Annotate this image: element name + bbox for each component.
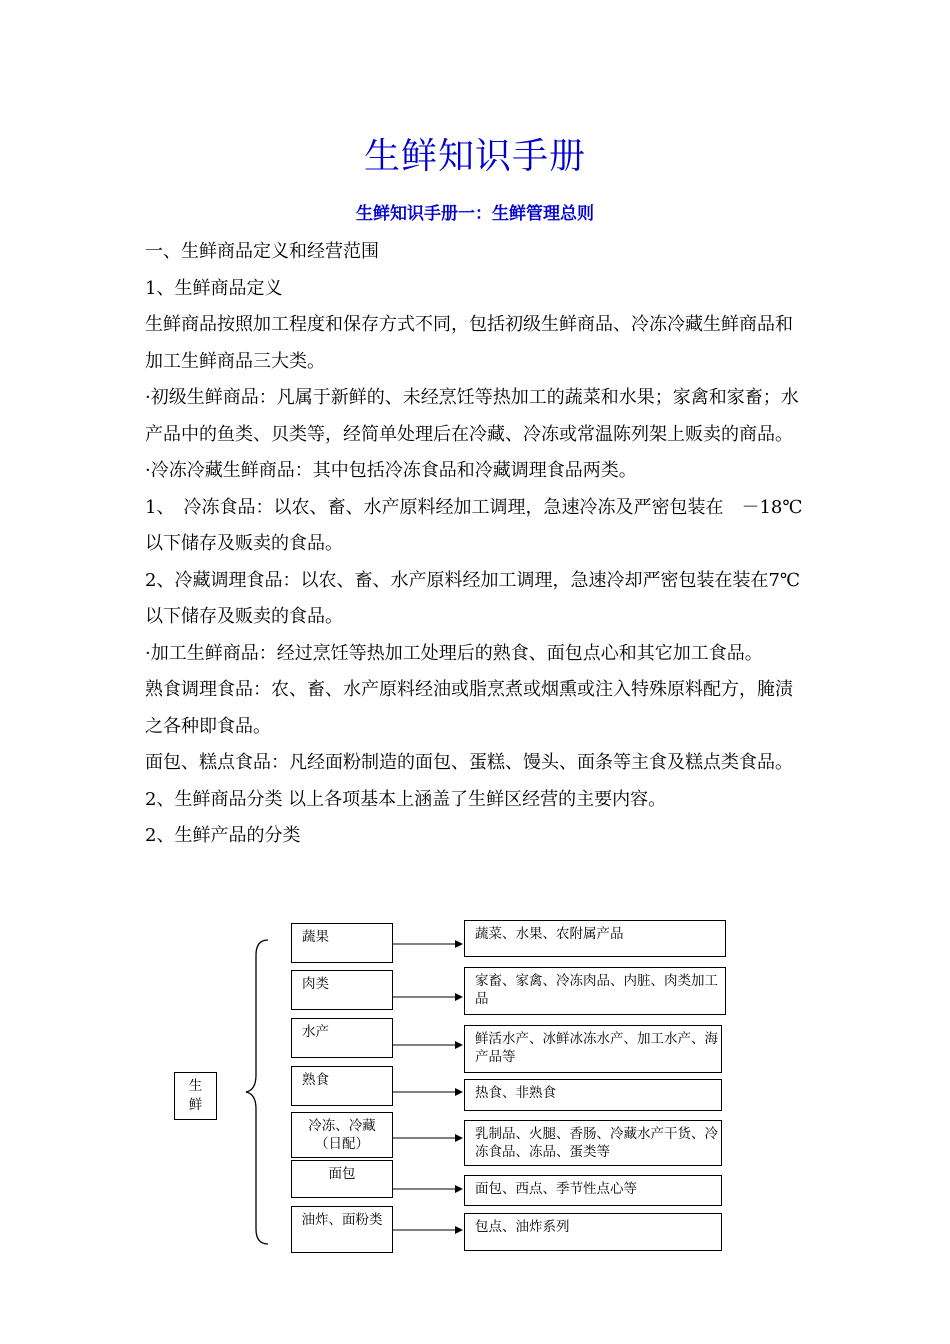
items-label: 家畜、家禽、冷冻肉品、内脏、肉类加工品 bbox=[475, 973, 718, 1007]
subsection-heading: 1、生鲜商品定义 bbox=[145, 277, 283, 299]
paragraph: ·加工生鲜商品：经过烹饪等热加工处理后的熟食、面包点心和其它加工食品。 bbox=[145, 642, 763, 664]
category-label: 面包 bbox=[328, 1166, 356, 1182]
paragraph: 面包、糕点食品：凡经面粉制造的面包、蛋糕、馒头、面条等主食及糕点类食品。 bbox=[145, 752, 793, 773]
category-label: 冷冻、冷藏（日配） bbox=[308, 1118, 376, 1152]
paragraph: 熟食调理食品：农、畜、水产原料经油或脂烹煮或烟熏或注入特殊原料配方，腌渍之各种即食品。 bbox=[145, 679, 793, 737]
items-box bbox=[464, 920, 726, 957]
items-label: 乳制品、火腿、香肠、冷藏水产干货、冷冻食品、冻品、蛋类等 bbox=[475, 1126, 718, 1160]
paragraph: 生鲜商品按照加工程度和保存方式不同，包括初级生鲜商品、冷冻冷藏生鲜商品和加工生鲜商品三大类。 bbox=[145, 314, 793, 372]
section-heading: 一、生鲜商品定义和经营范围 bbox=[145, 241, 379, 262]
category-box bbox=[291, 1066, 393, 1106]
category-box bbox=[291, 1112, 393, 1158]
paragraph: 2、冷藏调理食品：以农、畜、水产原料经加工调理，急速冷却严密包装在装在7℃以下储存及贩卖的食品。 bbox=[145, 569, 801, 627]
root-box bbox=[174, 1072, 217, 1120]
paragraph: 1、 冷冻食品：以农、畜、水产原料经加工调理，急速冷冻及严密包装在 －18℃以下储存及贩卖的食品。 bbox=[145, 496, 803, 554]
items-box bbox=[464, 1175, 722, 1206]
paragraph: ·冷冻冷藏生鲜商品：其中包括冷冻食品和冷藏调理食品两类。 bbox=[145, 460, 637, 481]
items-label: 面包、西点、季节性点心等 bbox=[475, 1181, 637, 1197]
category-label: 熟食 bbox=[302, 1072, 329, 1088]
paragraph: 2、生鲜商品分类 以上各项基本上涵盖了生鲜区经营的主要内容。 bbox=[145, 788, 667, 810]
document-body bbox=[145, 234, 810, 855]
root-label: 生鲜 bbox=[188, 1078, 203, 1113]
items-box bbox=[464, 1213, 722, 1251]
items-label: 热食、非熟食 bbox=[475, 1085, 556, 1101]
paragraph: ·初级生鲜商品：凡属于新鲜的、未经烹饪等热加工的蔬菜和水果；家禽和家畜；水产品中的鱼类、贝类等，经简单处理后在冷藏、冷冻或常温陈列架上贩卖的商品。 bbox=[145, 387, 799, 445]
items-box bbox=[464, 1025, 722, 1073]
category-box bbox=[291, 1206, 393, 1253]
document-title: 生鲜知识手册 bbox=[363, 136, 586, 177]
items-label: 蔬菜、水果、农附属产品 bbox=[475, 926, 624, 942]
category-box bbox=[291, 1160, 393, 1198]
category-box bbox=[291, 1018, 393, 1058]
subsection-heading: 2、生鲜产品的分类 bbox=[145, 825, 301, 846]
document-subtitle: 生鲜知识手册一：生鲜管理总则 bbox=[356, 204, 594, 224]
items-box bbox=[464, 1079, 722, 1111]
items-label: 包点、油炸系列 bbox=[475, 1219, 570, 1235]
category-label: 油炸、面粉类 bbox=[301, 1212, 383, 1228]
category-label: 蔬果 bbox=[302, 929, 329, 945]
items-box bbox=[464, 967, 726, 1015]
curly-brace bbox=[246, 940, 268, 1244]
category-label: 肉类 bbox=[302, 976, 329, 992]
category-box bbox=[291, 923, 393, 963]
items-box bbox=[464, 1120, 722, 1166]
category-box bbox=[291, 970, 393, 1010]
category-label: 水产 bbox=[302, 1024, 329, 1040]
items-label: 鲜活水产、冰鲜冰冻水产、加工水产、海产品等 bbox=[475, 1031, 718, 1065]
